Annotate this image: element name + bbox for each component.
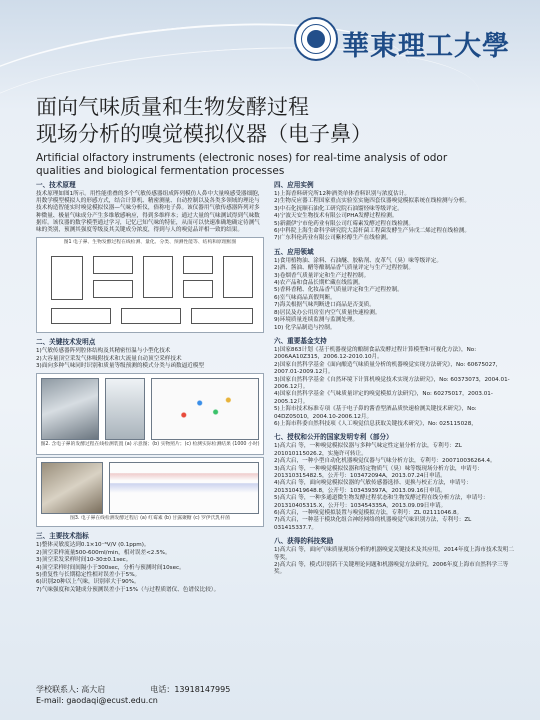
online-curve-image	[109, 462, 259, 514]
list-item: 6)室气味商品真假判断。	[274, 294, 336, 301]
section-title: 七、授权和公开的国家发明专利（部分）	[274, 433, 393, 442]
diagram-block	[183, 256, 213, 274]
instrument-photo	[41, 378, 99, 440]
patent-list	[274, 443, 514, 532]
list-item: 6)上海市科委自然科技项《人工嗅觉信息获取关键技术研究》，No: 025115028，	[274, 420, 477, 427]
left-column	[36, 178, 264, 594]
list-item: 3)中石化抚顺石油化工研究院石油馏烃味等级评定。	[274, 205, 403, 212]
list-item: 1)食用植物油、涂料、石油醚、胶粘剂、皮革气（臭）味等级评定。	[274, 257, 442, 264]
list-item: 2)酒、酱油、醋等酿制品香气质量评定与生产过程控制。	[274, 265, 414, 272]
list-item: 2)大容量顶空采发气体吸附技术和大流量自动顶空采样技术	[36, 355, 182, 362]
list-item: 2)生物反应器工程国家重点实验室实施四套仪器嗅觉模拟系统在线检测与分析。	[274, 198, 470, 205]
figure-caption: 图1 电子鼻、生物发酵过程在线检测、量化、分类、预测性能等、结构和原理框图	[63, 240, 237, 246]
list-item: 2)国家自然科学基金《面向酿造气味质量分析的机器嗅觉实现方法研究》，No: 60675027，2007.01-2009.12月。	[274, 361, 502, 376]
list-item: 4)国家自然科学基金《气味质量评定的嗅觉模拟方法研究》，No: 60275017，2003.01-2005.12月。	[274, 391, 493, 405]
footer-contact	[36, 684, 230, 706]
list-item: 4)顶空采样时间间隔小于300sec，分析与预测时间10sec。	[36, 564, 185, 571]
fermenter-photo	[41, 462, 103, 514]
list-item: 7)广东科伦药业有限公司紫杉醇生产在线检测。	[274, 235, 392, 242]
list-item: 3)国家自然科学基金《自然环境下计算机嗅觉技术实现方法研究》，No: 60373073，2004.01-2006.12月。	[274, 376, 510, 390]
list-item: 5)新疆伊宁市伦药业有限公司红霉素发酵过程在线检测。	[274, 220, 414, 227]
list-item: 6)中科院上海生命科学研究院大蒜杆菌工程菌发酵生产异戊二烯过程在线检测。	[274, 228, 470, 235]
diagram-block	[143, 256, 173, 298]
diagram-block	[121, 308, 181, 324]
list-item: 10) 化学品制造与控制。	[274, 324, 336, 331]
figure-1-diagram	[36, 237, 264, 333]
diagram-block	[93, 256, 133, 274]
scatter-result-image	[151, 378, 259, 440]
list-item: 7)海关根据气味判断进口商品是否变质。	[274, 302, 375, 309]
list-item: 1)上海香料研究所12种酒类单体香料识别与浓度估计。	[274, 191, 410, 197]
list-item: 2)高大启 等，模式识别若干关键理论问题和机器嗅觉方法研究，2006年度上海市自然科学三等奖。	[274, 562, 509, 576]
list-item: 1)高大启 等，一种嗅觉模拟仪器与多种气味定性定量分析方法，专利号：ZL 201010115026.2，实施许可转让。	[274, 443, 462, 457]
list-item: 5)高大启 等，一种多通道微生物发酵过程状态和生物发酵过程在线分析方法，申请号：201310405315.X，公开号：103454335A，2013.09.09日申请。	[274, 495, 489, 509]
header	[0, 0, 540, 90]
list-item: 4)宁波天安生物技术有限公司PHA发酵过程检测。	[274, 213, 398, 220]
poster-title	[36, 94, 372, 148]
application-cases-list	[274, 191, 514, 243]
schematic-image	[105, 378, 145, 440]
list-item: 3)卷烟香气质量评定和生产过程控制。	[274, 272, 370, 279]
list-item: 1)整体灵敏度达到0.1×10⁻⁶V/V (0.1ppm)。	[36, 542, 150, 549]
list-item: 5)上海市技术标准专项《基于电子鼻的酱香型酒品质快速检测关键技术研究》，No: 04DZ05010，2004.10-2006.12月。	[274, 406, 477, 420]
list-item: 2)顶空采样流量500-600ml/min，相对误差<2.5%。	[36, 549, 171, 556]
section-text: 技术原理如图1所示。用性能重叠的多个气敏传感器组成阵列模仿人鼻中大量嗅感受器细胞，用数学模型模拟人的形感方式，结合计算机、精密测量、自动控制以及各类多领域的理论与技术构造智能实时嗅觉模拟仪器—气味分析仪，俗称电子鼻。该仪器用气敏传感器阵列对多种微量、极量气味成分产生多维敏感响应，得到多维样本；通过大量的气味测试得到气味数据库。该仪器的数学模型通过学习，记忆已知气味的特征，从而可以快速准确地确定待测气味的类别，预测其强度等级及其关键成分浓度，得到与人的嗅觉品评相一致的结果。	[36, 191, 264, 234]
section-title: 五、应用领域	[274, 247, 314, 256]
list-item: 7)高大启，一种基于模块化组合神经网络的机器嗅觉气味识别方法，专利号：ZL 031415337.7。	[274, 517, 472, 531]
diagram-block	[93, 280, 133, 298]
diagram-block	[223, 256, 253, 298]
figure-caption: 图3. 电子鼻在线检测发酵过程后 (a) 红霉素 (b) 甘露聚糖 (c) 罗伊氏乳杆菌	[70, 516, 230, 522]
list-item: 5)香料香精、化妆品香气质量评定和生产过程控制。	[274, 287, 403, 294]
diagram-block	[51, 256, 83, 300]
figure-caption: 图2. 含电子鼻的发酵过程在线检测装置 (a) 示意图；(b) 实物照片；(c) 检测实际检测结果 (1000 小时)	[40, 442, 260, 448]
contact-phone: 电话：13918147995	[150, 685, 231, 694]
list-item: 5)重复性与长期稳定性相对误差小于5%。	[36, 572, 141, 579]
list-item: 4)农产品和食品长期贮藏在线监测。	[274, 280, 364, 287]
diagram-block	[191, 308, 253, 324]
right-column	[274, 178, 514, 577]
list-item: 8)居民及办公用房室内空气质量快速检测。	[274, 309, 381, 316]
section-title: 四、应用实例	[274, 181, 314, 189]
application-fields-list	[274, 258, 514, 332]
list-item: 6)识别20种以上气味，识别率大于90%。	[36, 579, 140, 586]
list-item: 6)高大启，一种嗅觉模拟装置与嗅觉模拟方法，专利号：ZL 02111046.8。	[274, 510, 463, 517]
poster-title-english: Artificial olfactory instruments (electronic noses) for real-time analysis of odor qualities and biological fermentation processes	[36, 152, 448, 177]
university-seal-icon	[294, 17, 338, 61]
title-line-2: 现场分析的嗅觉模拟仪器（电子鼻）	[36, 122, 372, 146]
list-item: 1)国家863计划《基于机器视觉的酿制食品发酵过程计算模型和可视化方法》，No: 2006AA10Z315，2006.12-2010.10月。	[274, 346, 477, 361]
list-item: 1)气敏传感器阵列腔体结构及其精密恒温与小型化技术	[36, 348, 171, 355]
award-list	[274, 547, 514, 577]
list-item: 3)高大启 等，一种嗅觉模拟仪器和特定物质气（臭）味等级现场分析方法，申请号：201310315482.5，公开号：103472094A，2013.07.24日申请。	[274, 465, 483, 479]
figure-3-photos	[36, 457, 264, 527]
list-item: 3)顶空采发采样时间10-30±0.1sec。	[36, 557, 132, 564]
contact-person: 学校联系人: 高大启	[36, 685, 106, 694]
section-title: 八、获得的科技奖励	[274, 537, 334, 546]
seal-core	[307, 30, 325, 48]
list-item: 9)环境质量连续监测与监测处理。	[274, 317, 359, 324]
university-name: 華東理工大學	[342, 31, 510, 62]
diagram-block	[183, 280, 213, 298]
section-title: 一、技术原理	[36, 181, 76, 189]
list-item: 1)高大启 等，面向气味质量现场分析的机器嗅觉关键技术及其应用，2014年度上海市技术发明二等奖。	[274, 547, 514, 561]
spec-list	[36, 542, 264, 594]
section-title: 二、关键技术发明点	[36, 338, 96, 347]
list-item: 7)气味强度和关键成分预测误差小于15%（与过程质谱仪、色谱仪比较）。	[36, 586, 220, 593]
section-title: 六、重要基金支持	[274, 336, 327, 345]
key-tech-list	[36, 348, 264, 370]
figure-2-photos	[36, 373, 264, 455]
section-title: 三、主要技术指标	[36, 532, 89, 541]
contact-email[interactable]: E-mail: gaodaqi@ecust.edu.cn	[36, 696, 158, 705]
list-item: 2)高大启，一种小型自动化机器嗅觉仪器与气味分析方法，专利号：200710036264.4。	[274, 458, 496, 465]
list-item: 3)面向多种气味同时识别和质量等级预测的模式分类与函数逼近模型	[36, 363, 204, 370]
contact-row	[36, 684, 230, 695]
list-item: 4)高大启 等，面向嗅觉模拟仪器的气敏传感器选择、更换与校正方法，申请号：201310419648.8，公开号：103439397A，2013.09.16日申请。	[274, 480, 472, 494]
title-line-1: 面向气味质量和生物发酵过程	[36, 95, 309, 119]
funding-list	[274, 347, 514, 428]
diagram-block	[51, 308, 111, 324]
